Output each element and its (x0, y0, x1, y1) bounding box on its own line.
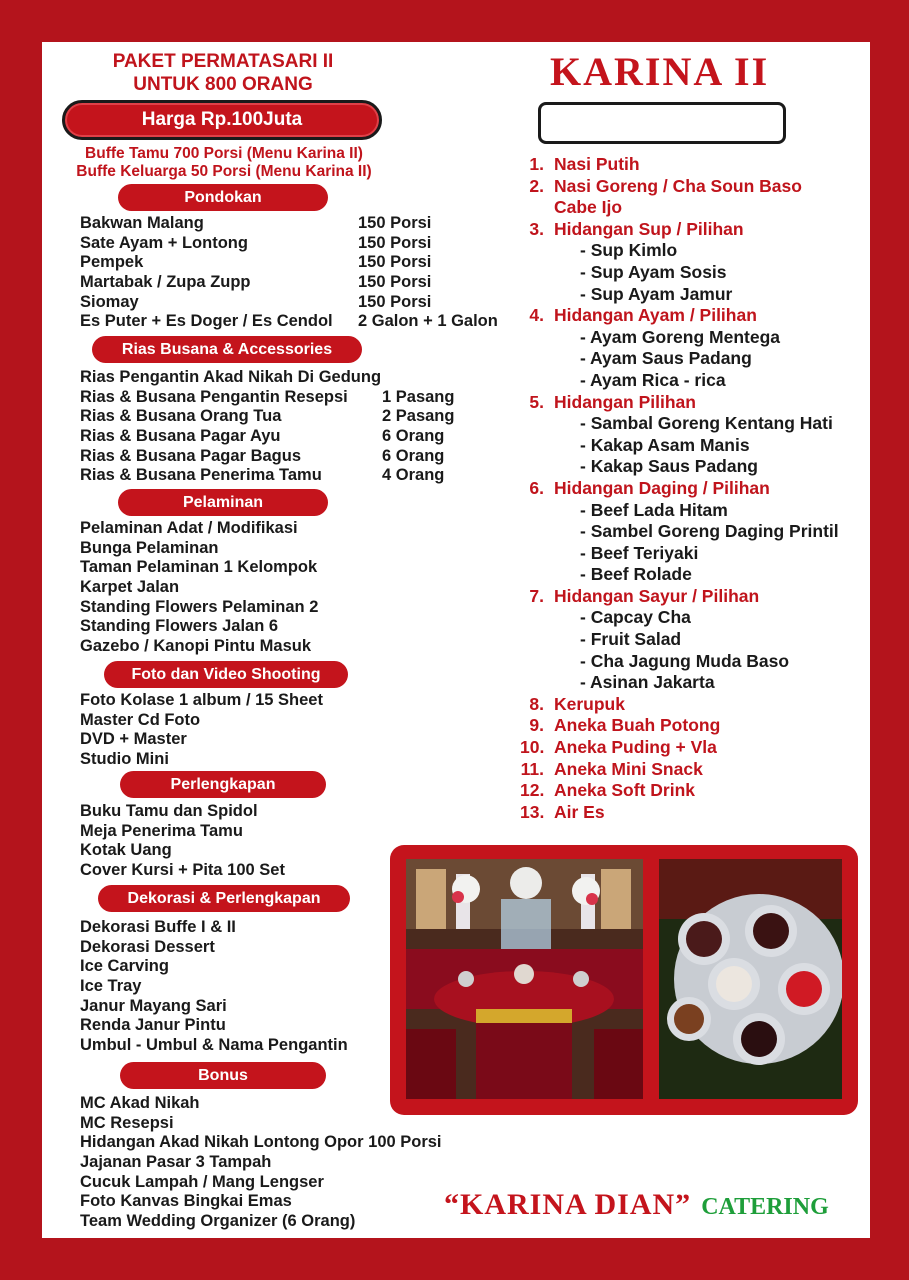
menu-item-text: Aneka Buah Potong (554, 715, 721, 736)
item-label: Rias & Busana Pagar Ayu (80, 427, 281, 446)
list-item (80, 578, 318, 598)
menu-item-text: - Kakap Asam Manis (580, 434, 750, 455)
dekorasi-list (80, 918, 348, 1056)
menu-item-text: - Capcay Cha (580, 607, 691, 628)
list-item (80, 558, 318, 578)
item-quantity: 150 Porsi (358, 233, 432, 252)
menu-subitem (520, 651, 865, 673)
section-header-dekorasi: Dekorasi & Perlengkapan (98, 885, 350, 912)
buffe-keluarga: Buffe Keluarga 50 Porsi (Menu Karina II) (76, 163, 372, 180)
section-header-pelaminan: Pelaminan (118, 489, 328, 516)
list-item (80, 1153, 442, 1173)
item-label: Dekorasi Dessert (80, 937, 215, 956)
foto-list (80, 691, 323, 770)
menu-item-text: - Beef Teriyaki (580, 542, 699, 563)
menu-item-number: 11. (520, 758, 544, 779)
menu-item-text: - Ayam Goreng Mentega (580, 326, 780, 347)
item-label: Standing Flowers Pelaminan 2 (80, 597, 319, 616)
item-label: Dekorasi Buffe I & II (80, 918, 236, 936)
item-label: Studio Mini (80, 750, 169, 769)
menu-subitem (520, 543, 865, 565)
menu-item-text: - Beef Rolade (580, 564, 692, 585)
menu-subitem (520, 262, 865, 284)
item-label: Rias Pengantin Akad Nikah Di Gedung (80, 368, 382, 386)
list-item (80, 977, 348, 997)
item-label: Es Puter + Es Doger / Es Cendol (80, 312, 333, 331)
menu-item-text: - Sambal Goreng Kentang Hati (580, 413, 833, 434)
item-label: Team Wedding Organizer (6 Orang) (80, 1212, 356, 1231)
item-label: Foto Kolase 1 album / 15 Sheet (80, 691, 323, 709)
list-item (80, 214, 432, 234)
item-label: Ice Tray (80, 977, 142, 996)
list-item (80, 918, 348, 938)
buffet-photo (406, 859, 643, 1099)
menu-item (520, 478, 865, 500)
menu-subitem (520, 456, 865, 478)
menu-item-text: - Beef Lada Hitam (580, 499, 728, 520)
menu-item-text: - Fruit Salad (580, 629, 682, 650)
price-badge: Harga Rp.100Juta (62, 100, 382, 140)
section-header-rias: Rias Busana & Accessories (92, 336, 362, 363)
menu-item (520, 802, 865, 824)
menu-item (520, 715, 865, 737)
item-label: DVD + Master (80, 730, 187, 749)
list-item (80, 997, 348, 1017)
list-item (80, 861, 285, 881)
menu-subitem (520, 413, 865, 435)
menu-item-number: 10. (520, 737, 545, 758)
perlengkapan-list (80, 802, 285, 881)
menu-item-text: Kerupuk (554, 693, 625, 714)
item-quantity: 1 Pasang (382, 387, 455, 406)
photo-frame (390, 845, 858, 1115)
item-label: Jajanan Pasar 3 Tampah (80, 1153, 272, 1172)
menu-subitem (520, 284, 865, 306)
buffet-photo-illustration (406, 859, 643, 1099)
menu-item-number: 5. (529, 391, 544, 412)
item-label: Cover Kursi + Pita 100 Set (80, 861, 285, 880)
menu-item-number: 6. (529, 477, 544, 498)
item-label: Bakwan Malang (80, 214, 204, 232)
menu-item-number: 12. (520, 780, 545, 801)
item-label: Gazebo / Kanopi Pintu Masuk (80, 637, 312, 656)
menu-item-number: 8. (529, 693, 544, 714)
pondokan-list (80, 214, 498, 332)
item-label: Taman Pelaminan 1 Kelompok (80, 558, 318, 577)
item-quantity: 6 Orang (382, 427, 445, 446)
item-label: Bunga Pelaminan (80, 538, 219, 557)
menu-title: KARINA II (550, 49, 770, 94)
item-label: Karpet Jalan (80, 578, 180, 597)
menu-item (520, 586, 865, 608)
menu-item (520, 392, 865, 414)
rias-list (80, 368, 455, 486)
item-label: Pempek (80, 253, 144, 272)
list-item (80, 253, 432, 273)
item-label: Pelaminan Adat / Modifikasi (80, 519, 298, 537)
menu-item-text: Nasi Putih (554, 154, 640, 174)
list-item (80, 407, 455, 427)
menu-item-text: Aneka Mini Snack (554, 758, 703, 779)
menu-item-number: 3. (529, 218, 544, 239)
menu-item (520, 154, 865, 176)
brand-name: “KARINA DIAN” (444, 1188, 692, 1221)
list-item (80, 617, 318, 637)
menu-item-text: - Kakap Saus Padang (580, 456, 758, 477)
pelaminan-list (80, 519, 318, 657)
item-label: Meja Penerima Tamu (80, 821, 243, 840)
menu-item-text: - Ayam Saus Padang (580, 348, 752, 369)
menu-item-text: Hidangan Sup / Pilihan (554, 218, 744, 239)
item-label: Ice Carving (80, 957, 169, 976)
menu-item (520, 759, 865, 781)
menu-item-text: - Cha Jagung Muda Baso (580, 650, 790, 671)
menu-subitem (520, 327, 865, 349)
list-item (80, 466, 445, 486)
package-title (92, 50, 354, 96)
item-quantity: 150 Porsi (358, 253, 432, 272)
item-label: Rias & Busana Pengantin Resepsi (80, 387, 348, 406)
item-label: Kotak Uang (80, 841, 172, 860)
menu-item-text: - Sup Ayam Sosis (580, 261, 727, 282)
item-label: Siomay (80, 292, 139, 311)
menu-item-number: 2. (529, 175, 544, 196)
menu-item-text: - Sambel Goreng Daging Printil (580, 521, 839, 542)
package-title-line2: UNTUK 800 ORANG (133, 74, 313, 95)
menu-item-number: 4. (529, 305, 544, 326)
item-label: Hidangan Akad Nikah Lontong Opor 100 Porsi (80, 1133, 442, 1152)
menu-subitem (520, 672, 865, 694)
list-item (80, 233, 432, 254)
list-item (80, 822, 285, 842)
list-item (80, 938, 348, 958)
buffe-tamu: Buffe Tamu 700 Porsi (Menu Karina II) (85, 145, 363, 162)
menu-subitem (520, 629, 865, 651)
list-item (80, 427, 445, 447)
menu-item-text: Nasi Goreng / Cha Soun Baso (554, 175, 802, 196)
item-quantity: 150 Porsi (358, 214, 432, 232)
list-item (80, 1192, 442, 1212)
item-label: Cucuk Lampah / Mang Lengser (80, 1172, 324, 1191)
menu-item-number: 13. (520, 801, 545, 822)
menu-item-text: Cabe Ijo (554, 197, 623, 218)
menu-item-text: Hidangan Ayam / Pilihan (554, 305, 757, 326)
list-item (80, 750, 323, 770)
menu-subitem (520, 240, 865, 262)
item-quantity: 150 Porsi (358, 273, 432, 292)
item-label: Rias & Busana Orang Tua (80, 407, 282, 426)
menu-subitem (520, 607, 865, 629)
section-header-pondokan: Pondokan (118, 184, 328, 211)
item-quantity: 150 Porsi (358, 292, 432, 311)
menu-subitem (520, 370, 865, 392)
menu-item (520, 780, 865, 802)
item-quantity: 2 Galon + 1 Galon (358, 312, 498, 331)
brand-catering: CATERING (701, 1194, 829, 1220)
item-label: Sate Ayam + Lontong (80, 233, 248, 252)
item-label: Rias & Busana Pagar Bagus (80, 446, 301, 465)
list-item (80, 387, 455, 408)
list-item (80, 637, 318, 657)
menu-subitem (520, 521, 865, 543)
package-title-line1: PAKET PERMATASARI II (112, 51, 334, 72)
bonus-list (80, 1094, 442, 1232)
item-label: Rias & Busana Penerima Tamu (80, 466, 322, 485)
list-item (80, 957, 348, 977)
list-item (80, 598, 318, 618)
list-item (80, 519, 318, 539)
list-item (80, 1114, 442, 1134)
item-label: Foto Kanvas Bingkai Emas (80, 1192, 292, 1211)
menu-item (520, 197, 865, 219)
section-header-bonus: Bonus (120, 1062, 326, 1089)
list-item (80, 1212, 442, 1232)
list-item (80, 446, 445, 467)
menu-item-text: - Asinan Jakarta (580, 672, 715, 693)
item-label: Janur Mayang Sari (80, 996, 227, 1015)
menu-item (520, 694, 865, 716)
section-header-perlengkapan: Perlengkapan (120, 771, 326, 798)
list-item (80, 730, 323, 750)
item-label: MC Resepsi (80, 1113, 174, 1132)
item-label: Master Cd Foto (80, 710, 201, 729)
menu-item (520, 305, 865, 327)
list-item (80, 539, 318, 559)
menu-item-number: 7. (529, 585, 544, 606)
menu-subitem (520, 435, 865, 457)
item-label: Standing Flowers Jalan 6 (80, 617, 279, 636)
menu-item-text: - Sup Ayam Jamur (580, 283, 733, 304)
menu-item-number: 1. (529, 154, 544, 174)
list-item (80, 691, 323, 711)
menu-list (520, 154, 865, 823)
menu-item-text: Aneka Puding + Vla (554, 737, 717, 758)
list-item (80, 292, 432, 313)
menu-subitem (520, 564, 865, 586)
item-label: MC Akad Nikah (80, 1094, 200, 1112)
footer-brand (444, 1188, 829, 1222)
menu-item (520, 219, 865, 241)
list-item (80, 1036, 348, 1056)
dessert-photo-illustration (659, 859, 842, 1099)
list-item (80, 1094, 442, 1114)
menu-item-text: Hidangan Pilihan (554, 391, 696, 412)
menu-item-number: 9. (529, 715, 544, 736)
item-label: Martabak / Zupa Zupp (80, 273, 251, 292)
item-label: Buku Tamu dan Spidol (80, 802, 258, 820)
list-item (80, 273, 432, 293)
blank-label-box (538, 102, 786, 144)
menu-subitem (520, 348, 865, 370)
item-quantity: 6 Orang (382, 446, 445, 465)
item-quantity: 2 Pasang (382, 407, 455, 426)
list-item (80, 1016, 348, 1036)
menu-item-text: Hidangan Daging / Pilihan (554, 477, 770, 498)
menu-item-text: Air Es (554, 801, 605, 822)
list-item (80, 711, 323, 731)
item-label: Umbul - Umbul & Nama Pengantin (80, 1036, 348, 1055)
menu-item-text: Aneka Soft Drink (554, 780, 695, 801)
dessert-photo (659, 859, 842, 1099)
menu-item-text: Hidangan Sayur / Pilihan (554, 585, 760, 606)
menu-subitem (520, 500, 865, 522)
menu-item (520, 737, 865, 759)
list-item (80, 802, 285, 822)
item-quantity: 4 Orang (382, 466, 445, 485)
section-header-foto: Foto dan Video Shooting (104, 661, 348, 688)
menu-item-text: - Ayam Rica - rica (580, 369, 726, 390)
item-label: Renda Janur Pintu (80, 1016, 226, 1035)
list-item (80, 1173, 442, 1193)
menu-item-text: - Sup Kimlo (580, 240, 678, 261)
menu-item (520, 176, 865, 198)
buffe-info (52, 145, 396, 181)
list-item (80, 368, 381, 388)
list-item (80, 312, 498, 332)
list-item (80, 1133, 442, 1153)
list-item (80, 841, 285, 861)
